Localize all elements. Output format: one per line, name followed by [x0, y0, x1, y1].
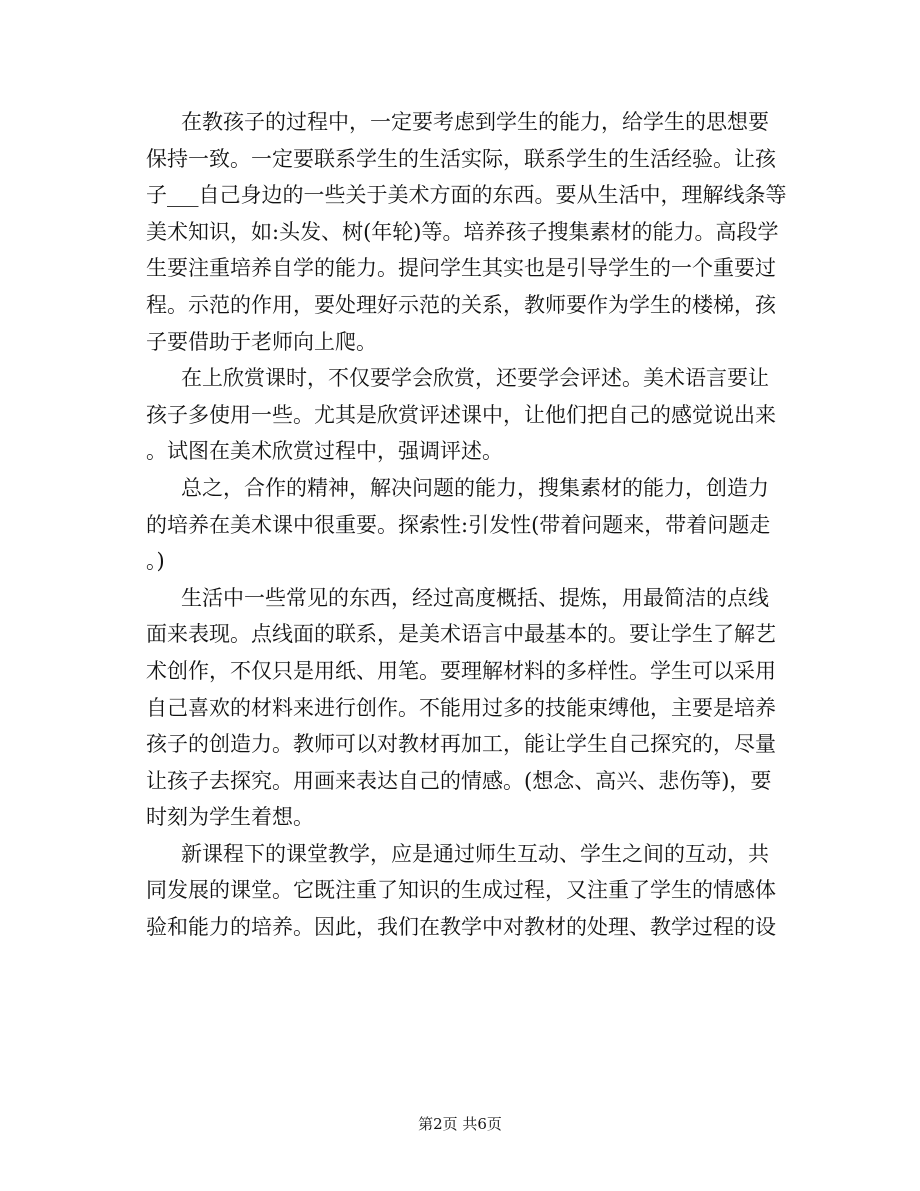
- page-number-footer: 第2页 共6页: [418, 1115, 502, 1133]
- text-line: 孩子的创造力。教师可以对教材再加工，能让学生自己探究的，尽量: [146, 732, 776, 757]
- text-line: 总之，合作的精神，解决问题的能力，搜集素材的能力，创造力: [181, 475, 769, 500]
- text-line: 术创作，不仅只是用纸、用笔。要理解材料的多样性。学生可以采用: [146, 658, 776, 683]
- text-line: 生活中一些常见的东西，经过高度概括、提炼，用最简洁的点线: [181, 585, 769, 610]
- text-line: 验和能力的培养。因此，我们在教学中对教材的处理、教学过程的设: [146, 915, 776, 940]
- text-line: 时刻为学生着想。: [146, 805, 314, 830]
- text-line: 美术知识，如:头发、树(年轮)等。培养孩子搜集素材的能力。高段学: [146, 219, 779, 244]
- text-line: 在上欣赏课时，不仅要学会欣赏，还要学会评述。美术语言要让: [181, 366, 769, 391]
- text-line: 新课程下的课堂教学，应是通过师生互动、学生之间的互动，共: [181, 841, 769, 866]
- text-line: 生要注重培养自学的能力。提问学生其实也是引导学生的一个重要过: [146, 256, 776, 281]
- text-line: 保持一致。一定要联系学生的生活实际，联系学生的生活经验。让孩: [146, 146, 776, 171]
- text-line: 子要借助于老师向上爬。: [146, 329, 377, 354]
- document-body: [146, 104, 787, 946]
- text-line: 在教孩子的过程中，一定要考虑到学生的能力，给学生的思想要: [181, 110, 769, 134]
- text-line: 自己喜欢的材料来进行创作。不能用过多的技能束缚他，主要是培养: [146, 695, 776, 720]
- paragraph-4: [146, 580, 776, 836]
- text-line: 孩子多使用一些。尤其是欣赏评述课中，让他们把自己的感觉说出来: [146, 402, 776, 427]
- text-line: 。试图在美术欣赏过程中，强调评述。: [146, 439, 503, 464]
- text-line: 子___自己身边的一些关于美术方面的东西。要从生活中，理解线条等: [146, 183, 787, 208]
- paragraph-2: [146, 360, 776, 470]
- paragraph-5: [146, 836, 776, 946]
- text-line: 让孩子去探究。用画来表达自己的情感。(想念、高兴、悲伤等)，要: [146, 768, 772, 793]
- text-line: 的培养在美术课中很重要。探索性:引发性(带着问题来，带着问题走: [146, 512, 771, 537]
- paragraph-1: [146, 104, 787, 360]
- text-line: 面来表现。点线面的联系，是美术语言中最基本的。要让学生了解艺: [146, 622, 776, 647]
- paragraph-3: [146, 470, 776, 580]
- text-line: 同发展的课堂。它既注重了知识的生成过程，又注重了学生的情感体: [146, 878, 776, 903]
- text-line: 。): [146, 549, 165, 574]
- text-line: 程。示范的作用，要处理好示范的关系，教师要作为学生的楼梯，孩: [146, 292, 776, 317]
